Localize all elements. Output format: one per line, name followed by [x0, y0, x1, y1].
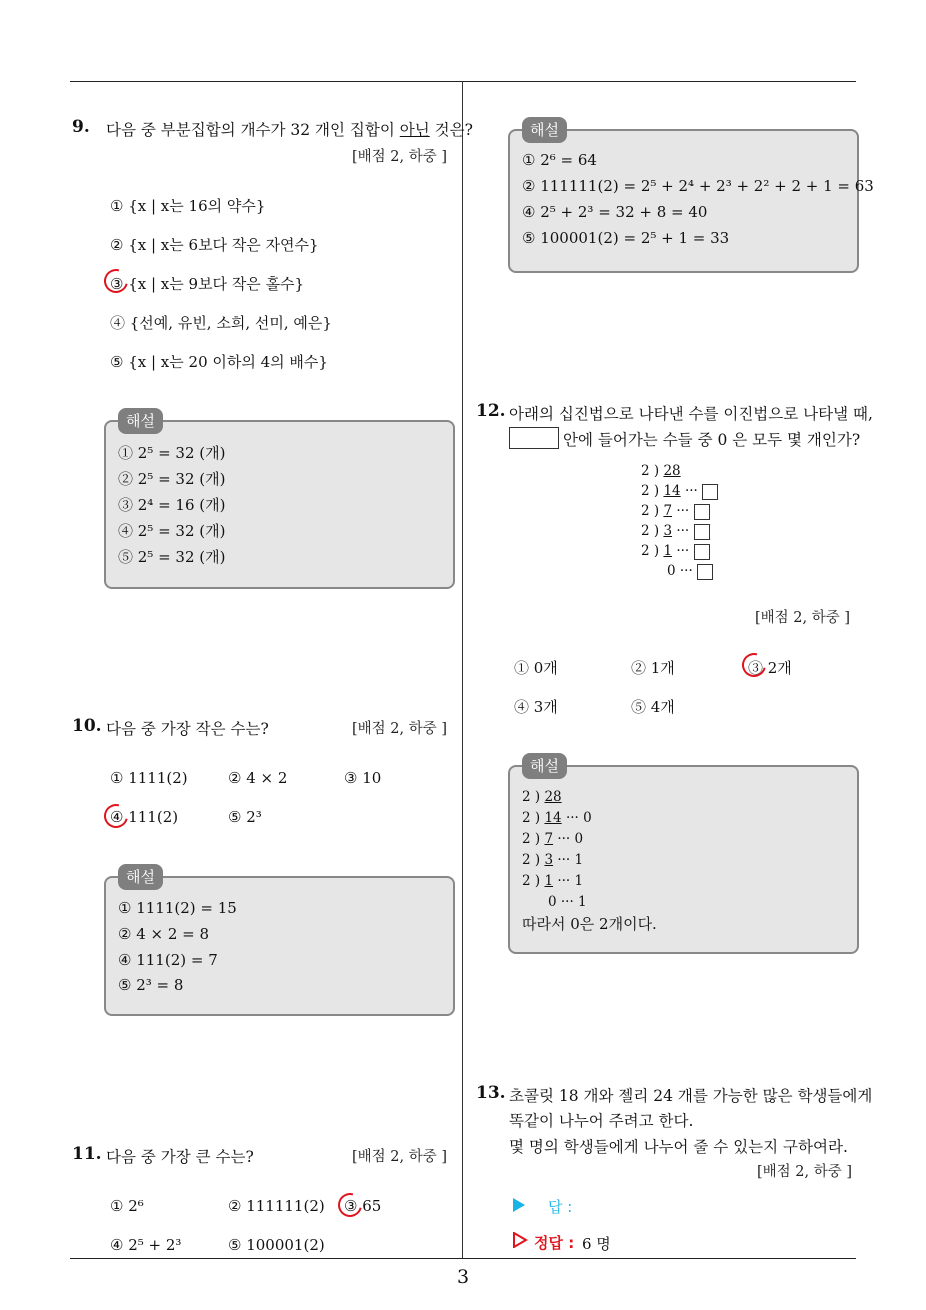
q12-text-1: 아래의 십진법으로 나타낸 수를 이진법으로 나타낼 때, — [509, 405, 873, 423]
q12-remainder-box-4 — [694, 544, 710, 560]
q10-choice-4[interactable]: ④ 111(2) — [110, 808, 179, 826]
q12-solution-row-2: 2 ) 14 ··· 0 — [522, 810, 592, 826]
q13-answer-label: 답 : — [548, 1198, 573, 1216]
q12-div-row-2: 2 ) 14 ··· — [641, 483, 718, 500]
answer-arrow-icon — [513, 1198, 525, 1212]
q11-number: 11. — [72, 1144, 102, 1164]
q13-text-2: 똑같이 나누어 주려고 한다. — [509, 1112, 694, 1130]
q9-solution-line-5: ⑤ 2⁵ = 32 (개) — [118, 548, 226, 566]
q12-choice-4[interactable]: ④ 3개 — [514, 698, 558, 716]
q9-solution-line-3: ③ 2⁴ = 16 (개) — [118, 496, 226, 514]
q11-choice-3[interactable]: ③ 65 — [344, 1197, 382, 1215]
q10-solution-line-2: ② 4 × 2 = 8 — [118, 925, 210, 943]
q10-choice-2[interactable]: ② 4 × 2 — [228, 769, 288, 787]
q10-choice-3[interactable]: ③ 10 — [344, 769, 382, 787]
q12-solution-tag: 해설 — [522, 753, 567, 779]
q11-answer-mark-icon — [334, 1189, 367, 1222]
q12-choice-5[interactable]: ⑤ 4개 — [631, 698, 675, 716]
q10-solution-line-4: ⑤ 2³ = 8 — [118, 976, 184, 994]
q11-solution-line-3: ④ 2⁵ + 2³ = 32 + 8 = 40 — [522, 203, 708, 221]
q11-solution-line-1: ① 2⁶ = 64 — [522, 151, 597, 169]
q12-div-row-1: 2 ) 28 — [641, 463, 681, 479]
q11-choice-5[interactable]: ⑤ 100001(2) — [228, 1236, 325, 1254]
q10-answer-mark-icon — [100, 800, 133, 833]
q13-number: 13. — [476, 1083, 506, 1103]
q9-solution-tag: 해설 — [118, 408, 163, 434]
q12-solution-row-4: 2 ) 3 ··· 1 — [522, 852, 584, 868]
q13-correct-label: 정답 : — [534, 1234, 575, 1252]
q12-div-row-5: 2 ) 1 ··· — [641, 543, 710, 560]
q11-choice-4[interactable]: ④ 2⁵ + 2³ — [110, 1236, 182, 1254]
q9-choice-4[interactable]: ④ {선예, 유빈, 소희, 선미, 예은} — [110, 314, 332, 332]
q10-solution-line-1: ① 1111(2) = 15 — [118, 899, 237, 917]
q11-solution-line-4: ⑤ 100001(2) = 2⁵ + 1 = 33 — [522, 229, 730, 247]
q11-solution-tag: 해설 — [522, 117, 567, 143]
q12-remainder-box-3 — [694, 524, 710, 540]
q12-choice-3[interactable]: ③ 2개 — [748, 659, 792, 677]
q10-number: 10. — [72, 716, 102, 736]
q9-choice-5[interactable]: ⑤ {x | x는 20 이하의 4의 배수} — [110, 353, 328, 371]
q12-choice-2[interactable]: ② 1개 — [631, 659, 675, 677]
q12-choice-1[interactable]: ① 0개 — [514, 659, 558, 677]
q10-solution-box — [104, 876, 455, 1016]
q9-choice-3[interactable]: ③ {x | x는 9보다 작은 홀수} — [110, 275, 305, 293]
q12-div-row-4: 2 ) 3 ··· — [641, 523, 710, 540]
q9-choice-1[interactable]: ① {x | x는 16의 약수} — [110, 197, 266, 215]
q12-blank-box — [509, 427, 559, 449]
q12-solution-row-3: 2 ) 7 ··· 0 — [522, 831, 584, 847]
q12-solution-row-5: 2 ) 1 ··· 1 — [522, 873, 584, 889]
q10-text: 다음 중 가장 작은 수는? — [106, 720, 269, 738]
q9-score: [배점 2, 하중 ] — [352, 149, 448, 165]
q13-text-1: 초콜릿 18 개와 젤리 24 개를 가능한 많은 학생들에게 — [509, 1087, 873, 1105]
q12-number: 12. — [476, 401, 506, 421]
q10-choice-5[interactable]: ⑤ 2³ — [228, 808, 262, 826]
correct-arrow-icon — [512, 1232, 528, 1248]
q9-solution-line-2: ② 2⁵ = 32 (개) — [118, 470, 226, 488]
q9-number: 9. — [72, 117, 90, 137]
q13-text-3: 몇 명의 학생들에게 나누어 줄 수 있는지 구하여라. — [509, 1138, 848, 1156]
column-divider — [462, 81, 463, 1258]
q12-score: [배점 2, 하중 ] — [755, 610, 851, 626]
page-number: 3 — [456, 1266, 470, 1288]
q11-score: [배점 2, 하중 ] — [352, 1149, 448, 1165]
q10-solution-line-3: ④ 111(2) = 7 — [118, 951, 218, 969]
q10-choice-1[interactable]: ① 1111(2) — [110, 769, 188, 787]
q9-text: 다음 중 부분집합의 개수가 32 개인 집합이 아닌 것은? — [106, 121, 473, 139]
q10-solution-tag: 해설 — [118, 864, 163, 890]
q11-choice-1[interactable]: ① 2⁶ — [110, 1197, 144, 1215]
q12-solution-row-6: 0 ··· 1 — [548, 894, 587, 910]
q9-choice-2[interactable]: ② {x | x는 6보다 작은 자연수} — [110, 236, 319, 254]
q12-div-row-6: 0 ··· — [667, 563, 713, 580]
q13-correct-value: 6 명 — [582, 1235, 611, 1253]
q11-solution-line-2: ② 111111(2) = 2⁵ + 2⁴ + 2³ + 2² + 2 + 1 = 63 — [522, 177, 874, 195]
q12-remainder-box-1 — [702, 484, 718, 500]
q9-solution-line-1: ① 2⁵ = 32 (개) — [118, 444, 226, 462]
q11-text: 다음 중 가장 큰 수는? — [106, 1148, 254, 1166]
top-rule — [70, 81, 856, 82]
q12-div-row-3: 2 ) 7 ··· — [641, 503, 710, 520]
q12-remainder-box-5 — [697, 564, 713, 580]
q12-remainder-box-2 — [694, 504, 710, 520]
bottom-rule — [70, 1258, 856, 1259]
q9-solution-line-4: ④ 2⁵ = 32 (개) — [118, 522, 226, 540]
q11-choice-2[interactable]: ② 111111(2) — [228, 1197, 325, 1215]
q10-score: [배점 2, 하중 ] — [352, 721, 448, 737]
q12-solution-final: 따라서 0은 2개이다. — [522, 915, 657, 933]
q13-score: [배점 2, 하중 ] — [757, 1164, 853, 1180]
q12-text-2: 안에 들어가는 수들 중 0 은 모두 몇 개인가? — [563, 431, 861, 449]
q12-solution-row-1: 2 ) 28 — [522, 789, 562, 805]
